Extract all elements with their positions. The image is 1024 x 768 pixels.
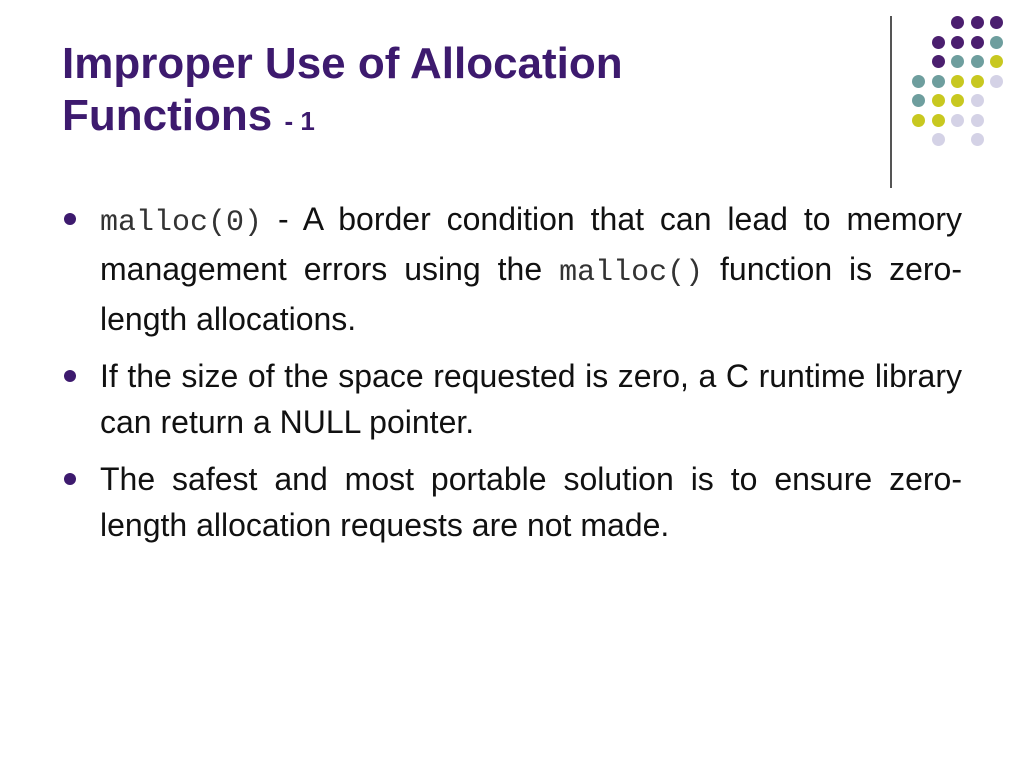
decorative-dot-purple — [971, 36, 984, 49]
decorative-dot-yellow — [951, 94, 964, 107]
decorative-dot-teal — [912, 94, 925, 107]
title-suffix: - 1 — [284, 106, 315, 136]
bullet-dot-icon — [64, 473, 76, 485]
decorative-dot-teal — [990, 36, 1003, 49]
decorative-dot-lavender — [971, 114, 984, 127]
bullet-item-portable-solution — [62, 456, 962, 548]
title-line-1: Improper Use of Allocation — [62, 39, 623, 88]
decorative-dot-lavender — [971, 94, 984, 107]
decorative-dot-purple — [951, 16, 964, 29]
decorative-dot-lavender — [971, 133, 984, 146]
decorative-dot-purple — [932, 36, 945, 49]
decorative-dot-purple — [990, 16, 1003, 29]
bullet-item-malloc-zero — [62, 196, 962, 342]
decorative-dot-yellow — [951, 75, 964, 88]
bullet-item-null-pointer — [62, 353, 962, 445]
decorative-dot-yellow — [971, 75, 984, 88]
decorative-dot-purple — [971, 16, 984, 29]
decorative-dot-teal — [971, 55, 984, 68]
header-divider — [890, 16, 892, 188]
decorative-dot-yellow — [912, 114, 925, 127]
decorative-dot-yellow — [990, 55, 1003, 68]
decorative-dot-yellow — [932, 94, 945, 107]
bullet-list — [62, 196, 962, 559]
decorative-dot-yellow — [932, 114, 945, 127]
code-malloc: malloc() — [559, 256, 704, 290]
decorative-dot-teal — [951, 55, 964, 68]
decorative-dot-teal — [932, 75, 945, 88]
decorative-dot-purple — [951, 36, 964, 49]
decorative-dot-lavender — [951, 114, 964, 127]
slide-title — [62, 38, 842, 147]
title-line-2: Functions — [62, 91, 273, 140]
bullet-text: If the size of the space requested is zero, a C runtime library can return a NULL pointer. — [100, 358, 962, 440]
bullet-text-a: - A border condition that can lead to memory management errors using the — [100, 201, 962, 287]
bullet-dot-icon — [64, 370, 76, 382]
bullet-text-b: function is zero-length allocations. — [100, 251, 963, 337]
code-malloc-zero: malloc(0) — [100, 206, 263, 240]
bullet-text: The safest and most portable solution is to ensure zero-length allocation requests are not made. — [100, 461, 962, 543]
bullet-dot-icon — [64, 213, 76, 225]
decorative-dot-lavender — [990, 75, 1003, 88]
decorative-dot-lavender — [932, 133, 945, 146]
decorative-dot-teal — [912, 75, 925, 88]
decorative-dot-purple — [932, 55, 945, 68]
